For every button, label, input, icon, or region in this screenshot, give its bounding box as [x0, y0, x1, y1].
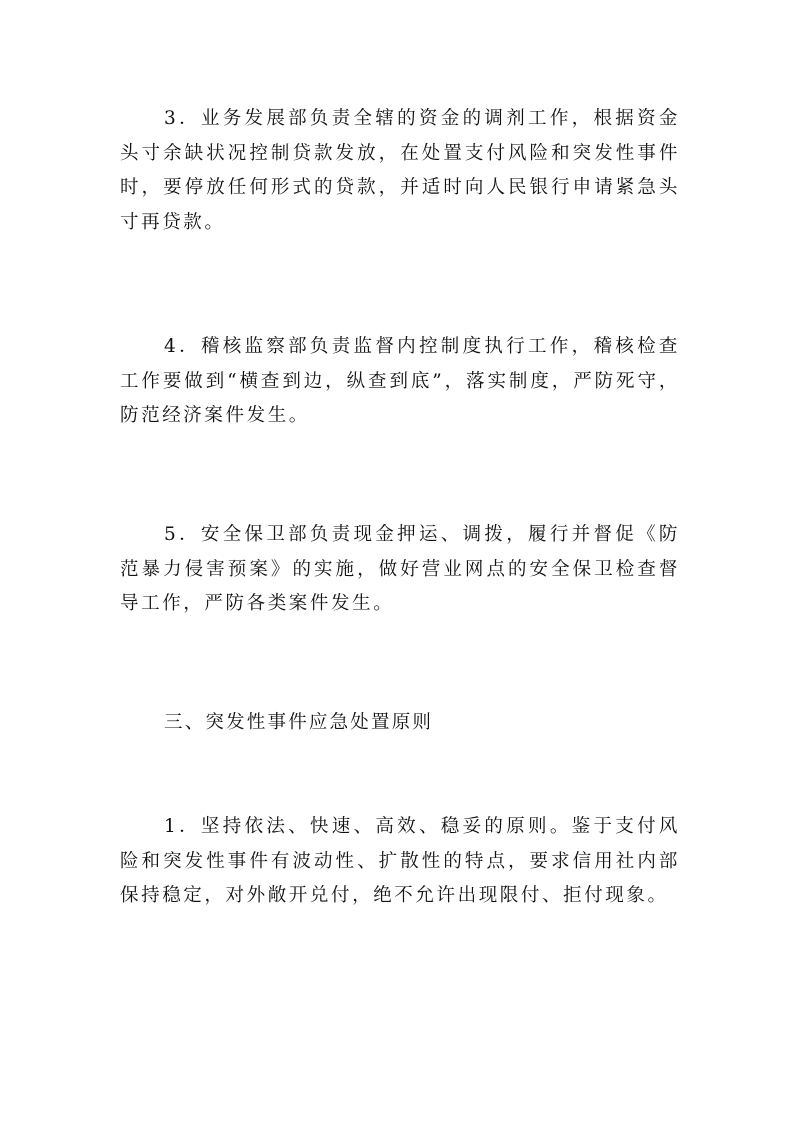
section-heading: 三、突发性事件应急处置原则	[164, 712, 434, 733]
paragraph-security: 5．安全保卫部负责现金押运、调拨，履行并督促《防范暴力侵害预案》的实施，做好营业网点的安全保卫检查督导工作，严防各类案件发生。	[120, 524, 680, 614]
paragraph-business-development: 3．业务发展部负责全辖的资金的调剂工作，根据资金头寸余缺状况控制贷款发放，在处置支付风险和突发性事件时，要停放任何形式的贷款，并适时向人民银行申请紧急头寸再贷款。	[120, 108, 680, 233]
paragraph-audit-supervision: 4．稽核监察部负责监督内控制度执行工作，稽核检查工作要做到“横查到边，纵查到底”，落实制度，严防死守，防范经济案件发生。	[120, 336, 680, 426]
paragraph-principle-1: 1．坚持依法、快速、高效、稳妥的原则。鉴于支付风险和突发性事件有波动性、扩散性的特点，要求信用社内部保持稳定，对外敞开兑付，绝不允许出现限付、拒付现象。	[120, 816, 680, 906]
